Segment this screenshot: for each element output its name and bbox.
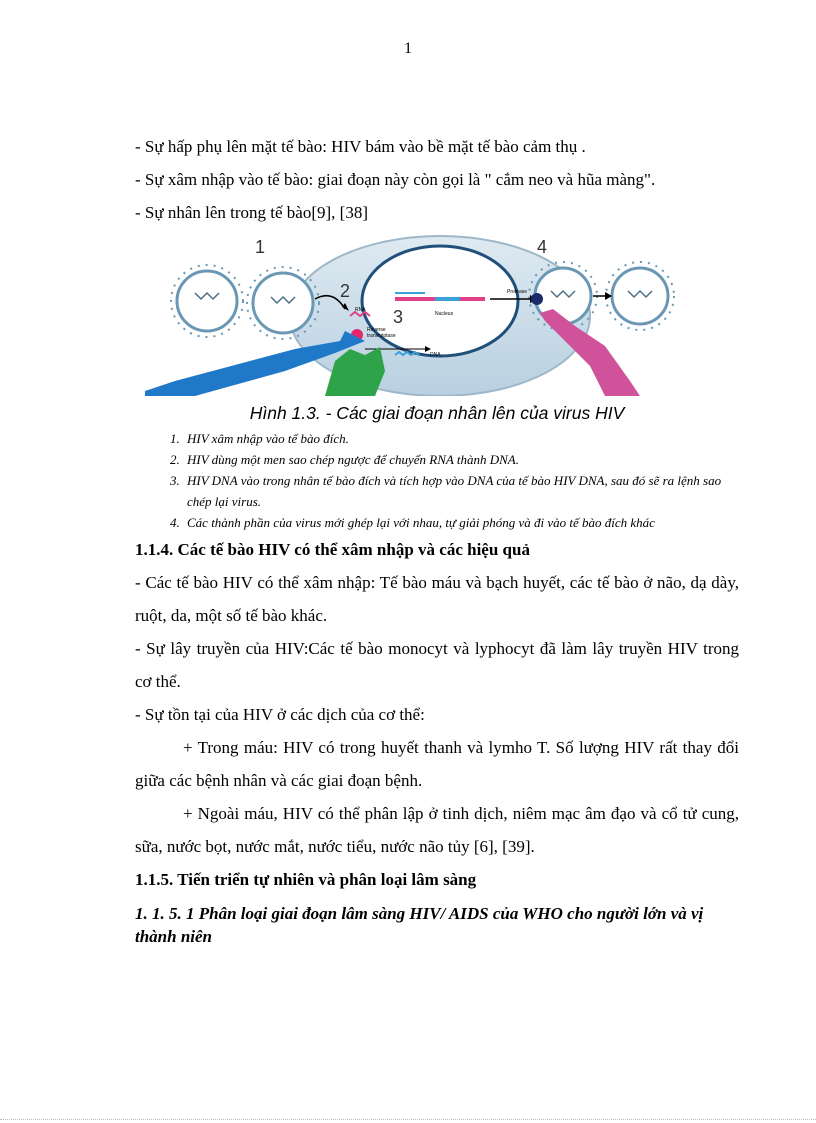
section-114-paragraph-other-fluids: + Ngoài máu, HIV có thể phân lập ở tinh dịch, niêm mạc âm đạo và cổ tử cung, sữa, nước bọt, nước mắt, nước tiểu, nước não tủy [6], [39]. xyxy=(135,804,739,856)
rna-label: RNA xyxy=(355,307,366,313)
page-content xyxy=(135,130,739,948)
section-115-heading: 1.1.5. Tiến triển tự nhiên và phân loại lâm sàng xyxy=(135,870,477,889)
section-114-paragraph-cells: - Các tế bào HIV có thể xâm nhập: Tế bào máu và bạch huyết, các tế bào ở não, dạ dày, ruột, da, một số tế bào khác. xyxy=(135,573,739,625)
page-bottom-divider xyxy=(0,1119,816,1120)
step-label-1: 1 xyxy=(255,237,266,257)
section-114-heading: 1.1.4. Các tế bào HIV có thể xâm nhập và các hiệu quả xyxy=(135,540,530,559)
hiv-lifecycle-diagram xyxy=(135,231,713,396)
step-label-3: 3 xyxy=(393,307,404,327)
transcriptase-label: transcriptase xyxy=(367,333,396,339)
step-label-2: 2 xyxy=(340,281,351,301)
section-114-paragraph-fluids: - Sự tồn tại của HIV ở các dịch của cơ thể: xyxy=(135,705,425,724)
intro-line-penetration: - Sự xâm nhập vào tế bào: giai đoạn này còn gọi là " cắm neo và hũa màng". xyxy=(135,170,656,189)
virus-released xyxy=(606,262,674,330)
section-114-paragraph-blood: + Trong máu: HIV có trong huyết thanh và lymho T. Số lượng HIV rất thay đổi giữa các bệnh nhân và các giai đoạn bệnh. xyxy=(135,738,739,790)
page-number: 1 xyxy=(404,40,412,57)
protease-marker xyxy=(531,293,543,305)
list-item: 4. Các thành phần của virus mới ghép lại với nhau, tự giải phóng và đi vào tế bào đích khác xyxy=(183,512,739,533)
nucleus-label: Nucleus xyxy=(435,311,454,317)
dna-label: DNA xyxy=(430,352,441,358)
list-item: 1. HIV xâm nhập vào tế bào đích. xyxy=(183,428,739,449)
intro-line-adsorption: - Sự hấp phụ lên mặt tế bào: HIV bám vào bề mặt tế bào cảm thụ . xyxy=(135,137,586,156)
figure-steps-list xyxy=(135,428,739,533)
section-1151-subheading: 1. 1. 5. 1 Phân loại giai đoạn lâm sàng HIV/ AIDS của WHO cho người lớn và vị thành niên xyxy=(135,904,704,946)
hiv-lifecycle-figure xyxy=(135,231,713,396)
section-114-paragraph-transmission: - Sự lây truyền của HIV:Các tế bào monocyt và lyphocyt đã làm lây truyền HIV trong cơ thể. xyxy=(135,639,739,691)
intro-line-replication: - Sự nhân lên trong tế bào[9], [38] xyxy=(135,203,368,222)
list-item: 2. HIV dùng một men sao chép ngược để chuyển RNA thành DNA. xyxy=(183,449,739,470)
reverse-label: Reverse xyxy=(367,327,386,333)
step-label-4: 4 xyxy=(537,237,548,257)
figure-caption: Hình 1.3. - Các giai đoạn nhân lên của virus HIV xyxy=(249,403,625,423)
list-item: 3. HIV DNA vào trong nhân tế bào đích và tích hợp vào DNA của tế bào HIV DNA, sau đó sẽ ra lệnh sao chép lại virus. xyxy=(183,470,739,512)
protease-label: Protease xyxy=(507,289,528,295)
virus-free-left xyxy=(171,265,243,337)
